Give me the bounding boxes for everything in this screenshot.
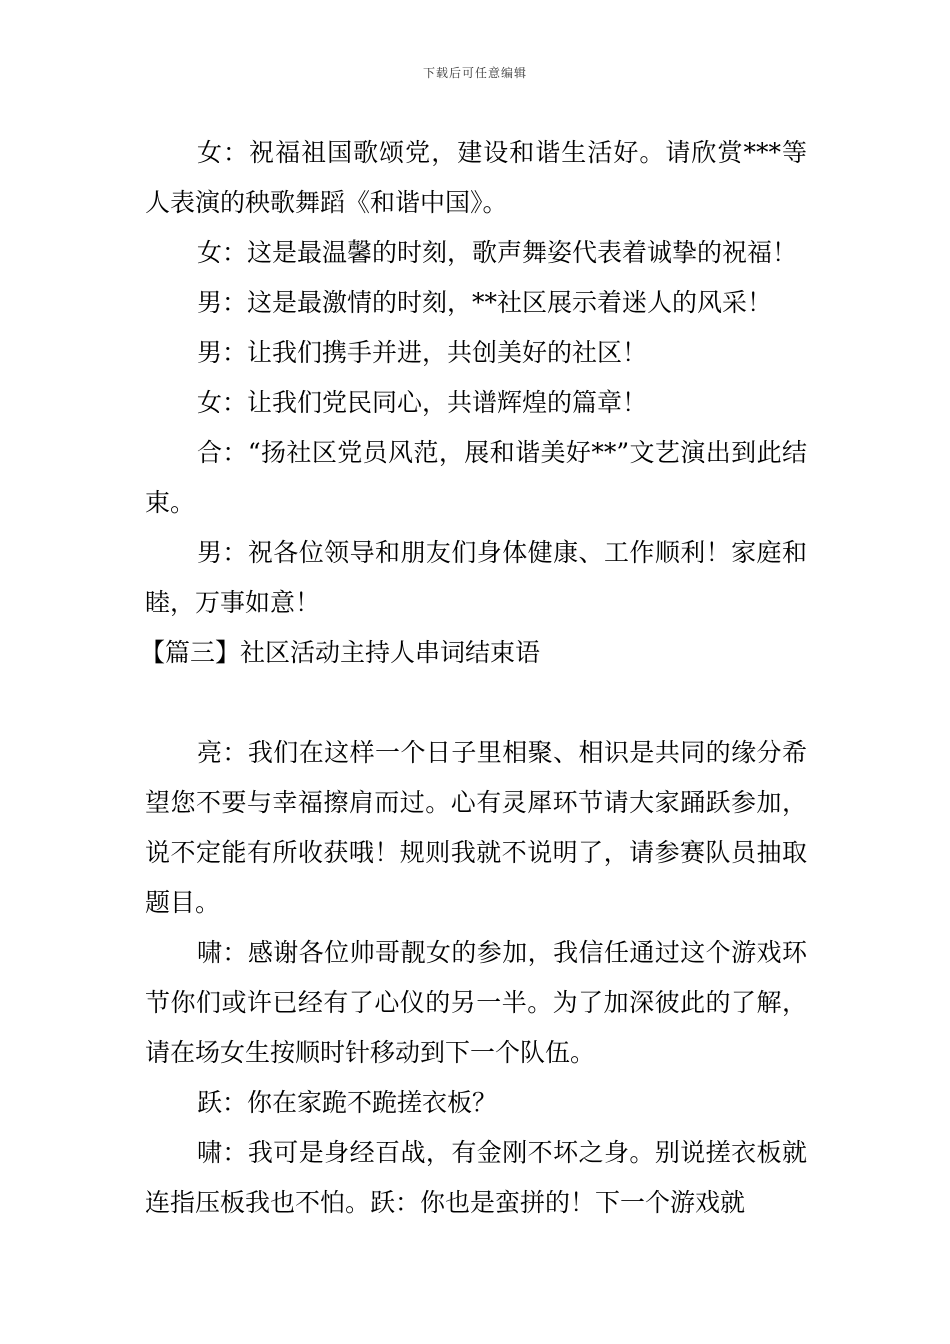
paragraph: 亮：我们在这样一个日子里相聚、相识是共同的缘分希望您不要与幸福擦肩而过。心有灵犀环节请大家踊跃参加，说不定能有所收获哦！规则我就不说明了，请参赛队员抽取题目。 [145, 738, 807, 917]
paragraph: 女：让我们党民同心，共谱辉煌的篇章！ [197, 388, 648, 417]
blank-line [145, 678, 807, 728]
paragraph: 男：祝各位领导和朋友们身体健康、工作顺利！家庭和睦，万事如意！ [145, 538, 807, 617]
paragraph: 跃：你在家跪不跪搓衣板？ [197, 1088, 498, 1117]
paragraph: 男：这是最激情的时刻，**社区展示着迷人的风采！ [197, 288, 773, 317]
paragraph: 男：让我们携手并进，共创美好的社区！ [197, 338, 648, 367]
page-header-note: 下载后可任意编辑 [422, 66, 527, 80]
document-body [140, 128, 807, 1228]
section-title: 【篇三】社区活动主持人串词结束语 [140, 638, 541, 667]
paragraph: 合：“扬社区党员风范，展和谐美好**”文艺演出到此结束。 [145, 438, 807, 517]
paragraph: 啸：感谢各位帅哥靓女的参加，我信任通过这个游戏环节你们或许已经有了心仪的另一半。为了加深彼此的了解，请在场女生按顺时针移动到下一个队伍。 [145, 938, 807, 1067]
paragraph: 女：祝福祖国歌颂党，建设和谐生活好。请欣赏***等人表演的秧歌舞蹈《和谐中国》。 [145, 138, 807, 217]
paragraph: 啸：我可是身经百战，有金刚不坏之身。别说搓衣板就连指压板我也不怕。跃：你也是蛮拼的！下一个游戏就 [145, 1138, 807, 1217]
paragraph: 女：这是最温馨的时刻，歌声舞姿代表着诚挚的祝福！ [197, 238, 798, 267]
